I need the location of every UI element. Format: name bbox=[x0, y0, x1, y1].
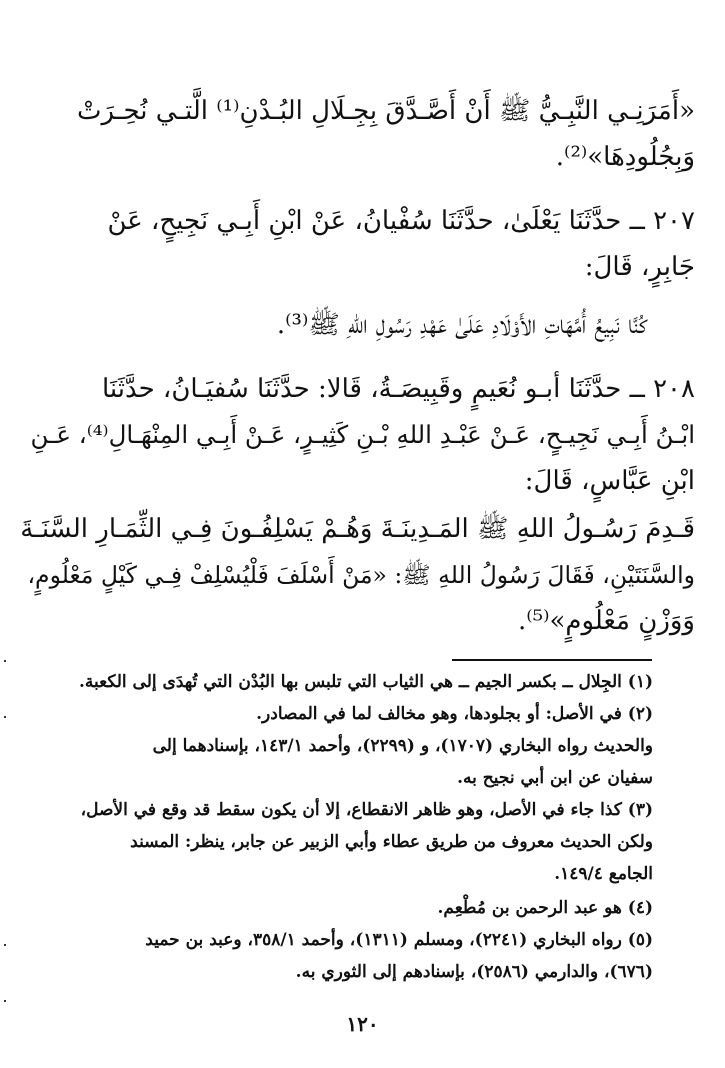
hadith-208-text-line-3: وَوَزْنٍ مَعْلُومٍ»⁽⁵⁾. bbox=[517, 606, 695, 636]
hadith-208-text-line-2: والسَّنَتَيْنِ، فَقَالَ رَسُولُ اللهِ ﷺ: «مَنْ أَسْلَفَ فَلْيُسْلِفْ فِـي كَيْلٍ مَعْلُومٍ، bbox=[27, 561, 695, 589]
footnote-3-line-3: الجامع ١٤٩/٤. bbox=[554, 864, 653, 884]
footnote-4: (٤) هو عبد الرحمن بن مُطْعِم. bbox=[437, 898, 653, 918]
scan-edge-mark bbox=[4, 660, 6, 662]
hadith-206-line-1: «أَمَرَنِـي النَّبِـيُّ ﷺ أَنْ أَصَّـدَّقَ بِجِـلَالِ البُـدْنِ⁽¹⁾ الَّتـي نُحِـرَتْ bbox=[77, 96, 695, 126]
footnote-1: (١) الجِلال ــ بكسر الجيم ــ هي الثياب التي تلبس بها البُدْن التي تُهدَى إلى الكعبة. bbox=[78, 672, 653, 692]
footnote-3: (٣) كذا جاء في الأصل، وهو ظاهر الانقطاع، إلا أن يكون سقط قد وقع في الأصل، bbox=[80, 800, 653, 820]
scan-edge-mark bbox=[4, 716, 6, 718]
hadith-208-line-1: ٢٠٨ ــ حدَّثَنَا أبـو نُعَيمٍ وقَبِيصَـةُ، قَالا: حدَّثَنَا سُفيَـانُ، حدَّثَنَا bbox=[101, 374, 695, 404]
hadith-208-line-3: ابْنِ عَبَّاسٍ، قَالَ: bbox=[524, 466, 695, 496]
footnote-separator bbox=[452, 659, 652, 661]
footnote-5: (٥) رواه البخاري (٢٢٤١)، ومسلم (١٣١١)، وأحمد ٣٥٨/١، وعبد بن حميد bbox=[145, 930, 653, 950]
footnote-3-line-2: ولكن الحديث معروف من طريق عطاء وأبي الزبير عن جابر، ينظر: المسند bbox=[130, 832, 653, 852]
hadith-207-line-2: جَابِرٍ، قَالَ: bbox=[584, 252, 695, 282]
footnote-2: (٢) في الأصل: أو بجلودها، وهو مخالف لما في المصادر. bbox=[256, 704, 653, 724]
hadith-206-line-2: وَبِجُلُودِهَا»⁽²⁾. bbox=[555, 142, 695, 172]
hadith-208-line-2: ابْـنُ أَبِـي نَجِيـحٍ، عَـنْ عَبْـدِ اللهِ بْـنِ كَثِيـرٍ، عَـنْ أَبِـي المِنْهَـالِ⁽⁴⁾، عَـنِ bbox=[30, 420, 695, 449]
scan-edge-mark bbox=[4, 944, 6, 946]
hadith-207-text: كُنَّا نَبِيعُ أُمَّهَاتِ الأَوْلَادِ عَلَىٰ عَهْدِ رَسُولِ اللهِ ﷺ⁽³⁾. bbox=[276, 310, 647, 340]
footnote-2-line-3: سفيان عن ابن أبي نجيح به. bbox=[457, 768, 653, 788]
hadith-208-text-line-1: قَـدِمَ رَسُـولُ اللهِ ﷺ المَـدِينَـةَ وَهُـمْ يَسْلِفُـونَ فِـي الثِّمَـارِ السَّنَـةَ bbox=[20, 514, 695, 544]
scan-edge-mark bbox=[4, 1000, 6, 1002]
page-number: ١٢٠ bbox=[346, 1012, 379, 1036]
hadith-207-line-1: ٢٠٧ ــ حدَّثَنَا يَعْلَىٰ، حدَّثَنَا سُفْيانُ، عَنْ ابْنِ أَبِـي نَجِيحٍ، عَنْ bbox=[107, 206, 695, 236]
footnote-2-line-2: والحديث رواه البخاري (١٧٠٧)، و (٢٢٩٩)، وأحمد ١٤٣/١، بإسنادهما إلى bbox=[152, 736, 653, 756]
footnote-5-line-2: (٦٧٦)، والدارمي (٢٥٨٦)، بإسنادهم إلى الثوري به. bbox=[295, 962, 653, 982]
